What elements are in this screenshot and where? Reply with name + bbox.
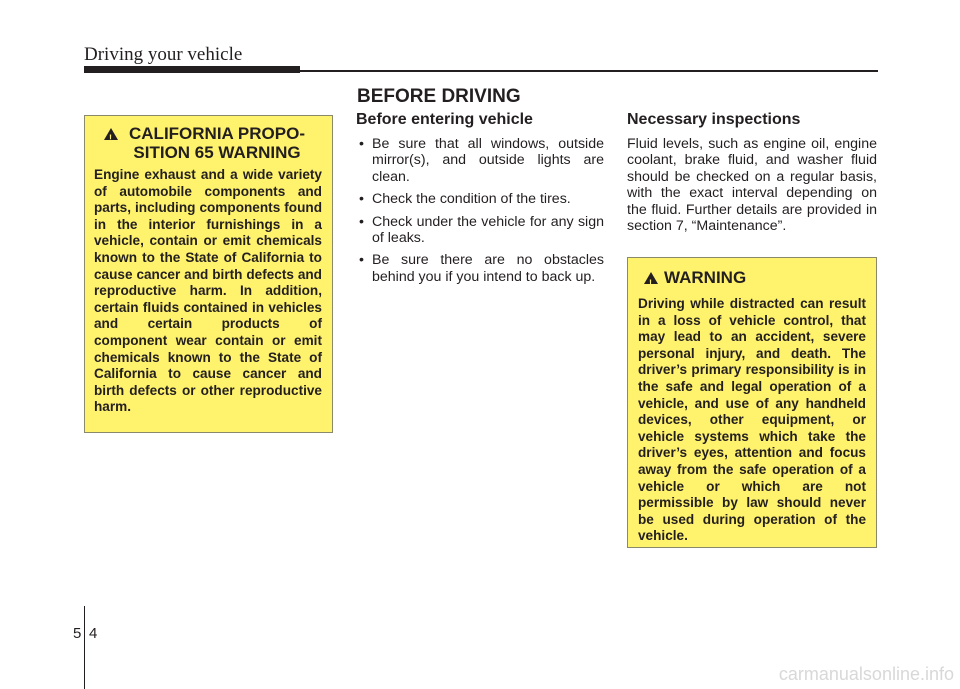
page-header-title: Driving your vehicle	[84, 44, 243, 65]
list-item: • Be sure there are no obstacles behind you if you intend to back up.	[356, 252, 604, 285]
warning-triangle-icon	[104, 128, 118, 140]
header-rule-thin	[300, 70, 878, 72]
list-item: • Check under the vehicle for any sign of leaks.	[356, 214, 604, 247]
california-warning-header	[94, 124, 322, 162]
before-entering-heading: Before entering vehicle	[356, 111, 533, 128]
driving-warning-body: Driving while distracted can result in a loss of vehicle control, that may lead to an accident, severe personal injury, and death. The driver’s primary responsibility is in the safe and legal operation of a vehicle, and use of any handheld devices, other equipment, or vehicle systems which take the driver’s eyes, attention and focus away from the safe operation of a vehicle or which are not permissible by law should never be used during operation of the vehicle.	[638, 296, 866, 544]
list-item: • Be sure that all windows, outside mirror(s), and outside lights are clean.	[356, 136, 604, 185]
california-warning-box	[84, 115, 333, 433]
header-rule-thick	[84, 66, 300, 73]
driving-warning-box	[627, 257, 877, 548]
driving-warning-title: WARNING	[664, 268, 747, 287]
list-item: • Check the condition of the tires.	[356, 191, 604, 207]
before-entering-list	[356, 136, 604, 291]
inspections-body: Fluid levels, such as engine oil, engine coolant, brake fluid, and washer fluid should be checked on a regular basis, with the exact interval depending on the fluid. Further details are provided in section 7, “Maintenance”.	[627, 136, 877, 235]
chapter-number: 5	[73, 625, 82, 642]
inspections-heading: Necessary inspections	[627, 111, 801, 128]
page-number: 4	[89, 625, 98, 642]
california-warning-title: CALIFORNIA PROPO- SITION 65 WARNING	[129, 124, 305, 162]
section-title: BEFORE DRIVING	[357, 86, 521, 107]
watermark: carmanualsonline.info	[778, 664, 954, 684]
driving-warning-header	[644, 268, 866, 288]
warning-triangle-icon	[644, 272, 658, 284]
page-number-divider	[84, 606, 85, 689]
california-warning-body: Engine exhaust and a wide variety of automobile components and parts, including components found in the interior furnishings in a vehicle, contain or emit chemicals known to the State of California to cause cancer and birth defects and reproductive harm. In addition, certain fluids contained in vehicles and certain products of component wear contain or emit chemicals known to the State of California to cause cancer and birth defects or other reproductive harm.	[94, 167, 322, 415]
